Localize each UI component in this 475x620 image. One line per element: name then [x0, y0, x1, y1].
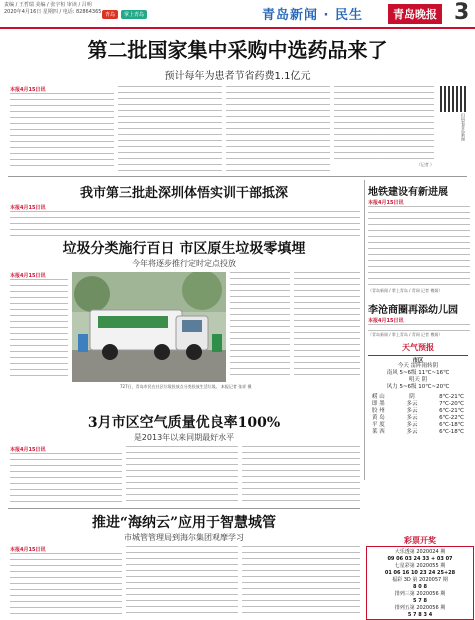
weather-wind-2: 风力 5~6级 10℃~20℃	[386, 384, 450, 390]
article4-lead: 本报4月15日讯	[10, 447, 46, 453]
weather-row-temp: 6℃-18℃	[439, 422, 464, 428]
article5-column-3	[242, 546, 360, 616]
weather-box	[368, 342, 468, 482]
right-article2-byline: （青岛新闻 / 掌上青岛 / 青网 记者 傅娟）	[368, 332, 443, 337]
lottery-numbers: 5 7 8	[413, 598, 427, 604]
lottery-box	[366, 536, 474, 620]
article1-lead: 本报4月15日讯	[10, 87, 46, 93]
qr-label: 扫码看青岛新闻	[461, 113, 466, 141]
paper-logo: 青岛晚报	[388, 4, 442, 24]
lottery-draw-label: 排列五第 2020056 期	[394, 605, 446, 611]
weather-row	[372, 394, 464, 401]
weather-row-city: 平 度	[372, 422, 385, 428]
weather-today: 今天 雷阵雨转阴	[397, 363, 439, 369]
masthead-line: 2020年4月16日 星期四 / 电话: 82864365	[4, 9, 102, 15]
lottery-numbers: 5 7 8 3 4	[407, 612, 433, 618]
masthead-line: 责编 / 王哲瑞 美编 / 张宇桓 审读 / 吕明	[4, 2, 92, 8]
right-article1-headline: 地铁建设有新进展	[368, 187, 448, 198]
garbage-truck-photo	[72, 272, 226, 382]
article1-column-4	[334, 86, 434, 172]
right-article2-body-text	[368, 324, 470, 332]
article4-body-text	[10, 453, 122, 503]
article5-subhead: 市城管管理局到海尔集团观摩学习	[124, 533, 244, 542]
weather-row	[372, 415, 464, 422]
weather-wind: 南风 5~6级 11℃~16℃	[386, 370, 450, 376]
weather-row-city: 黄 岛	[372, 415, 385, 421]
article4-subhead: 是2013年以来同期最好水平	[133, 433, 235, 442]
article1-column-3	[226, 86, 330, 172]
weather-row-condition: 多云	[406, 429, 418, 435]
article1-headline: 第二批国家集中采购中选药品来了	[87, 38, 388, 62]
article4-column-1	[10, 446, 122, 504]
lottery-title: 彩票开奖	[404, 536, 436, 545]
section-rule	[8, 508, 360, 509]
article2-body	[10, 204, 360, 240]
weather-row-condition: 多云	[406, 415, 418, 421]
article1-column-2	[118, 86, 222, 172]
article5-lead: 本报4月15日讯	[10, 547, 46, 553]
lottery-draw-label: 排列三第 2020056 期	[394, 591, 446, 597]
article1-body-text	[334, 86, 434, 162]
article2-lead: 本报4月15日讯	[10, 205, 46, 211]
lottery-numbers: 09 06 03 24 33 + 03 07	[387, 556, 453, 562]
lottery-draw-label: 福彩 3D 第 2020057 期	[392, 577, 448, 583]
weather-row-condition: 多云	[406, 401, 418, 407]
weather-row-temp: 7℃-20℃	[439, 401, 464, 407]
app-logo: 掌上青岛	[121, 10, 147, 19]
weather-tomorrow: 明天 阴	[408, 377, 428, 383]
weather-row-city: 崂 山	[372, 394, 385, 400]
article5-column-2	[126, 546, 238, 616]
weather-row-city: 莱 西	[372, 429, 385, 435]
weather-row	[372, 408, 464, 415]
brand-logos	[102, 7, 198, 21]
weather-row	[372, 401, 464, 408]
weather-row-city: 即 墨	[372, 401, 385, 407]
right-article2-headline: 李沧商圈再添幼儿园	[368, 305, 458, 316]
right-article2-lead: 本报4月15日讯	[368, 318, 404, 324]
channel-title: 青岛新闻 · 民生	[262, 8, 363, 23]
right-article1-lead: 本报4月15日讯	[368, 200, 404, 206]
page-number: 3	[454, 0, 470, 25]
right-article1-byline: （青岛新闻 / 掌上青岛 / 青网 记者 傅娟）	[368, 288, 443, 293]
article5-headline: 推进“海纳云”应用于智慧城管	[91, 515, 277, 531]
article3-body-text	[10, 279, 68, 379]
lottery-numbers: 01 06 16 10 23 24 25+28	[384, 570, 456, 576]
article1-body-text	[10, 93, 114, 171]
masthead	[0, 0, 475, 26]
section-rule	[8, 176, 467, 177]
article5-column-1	[10, 546, 122, 616]
weather-row-temp: 6℃-22℃	[439, 415, 464, 421]
article3-headline: 垃圾分类施行百日 市区原生垃圾零填埋	[62, 241, 306, 257]
article5-body-text	[10, 553, 122, 615]
weather-title: 天气预报	[368, 342, 468, 356]
right-article1-body-text	[368, 206, 470, 288]
masthead-editors	[4, 2, 114, 16]
article4-headline: 3月市区空气质量优良率100%	[87, 415, 281, 431]
article1-column-1	[10, 86, 114, 172]
article3-column-1	[10, 272, 68, 380]
article3-column-2	[230, 272, 290, 380]
lottery-draw-label: 七星彩第 2020055 期	[394, 563, 446, 569]
weather-row-temp: 6℃-18℃	[439, 429, 464, 435]
article3-subhead: 今年将逐步推行定时定点投放	[132, 259, 236, 268]
article2-body-text	[10, 211, 360, 239]
weather-row-temp: 6℃-21℃	[439, 408, 464, 414]
article4-column-2	[126, 446, 238, 504]
qingdao-news-logo: 青岛	[102, 10, 118, 19]
weather-row	[372, 422, 464, 429]
article1-subhead: 预计每年为患者节省药费1.1亿元	[164, 71, 311, 82]
weather-row-condition: 多云	[406, 408, 418, 414]
lottery-numbers: 8 0 8	[413, 584, 427, 590]
lottery-draw-label: 大乐透第 2020024 期	[394, 549, 446, 555]
qr-code[interactable]	[440, 86, 466, 112]
article2-headline: 我市第三批赴深圳体悟实训干部抵深	[79, 186, 288, 201]
right-article2-body	[368, 317, 470, 339]
weather-row-city: 胶 州	[372, 408, 385, 414]
column-rule	[364, 180, 365, 480]
weather-row-condition: 阴	[409, 394, 415, 400]
right-article1-body	[368, 199, 470, 297]
weather-row-condition: 多云	[406, 422, 418, 428]
article4-column-3	[242, 446, 360, 504]
weather-row	[372, 429, 464, 436]
article3-column-3	[294, 272, 360, 380]
weather-city: 市区	[412, 358, 424, 364]
article1-byline: （记者 ）	[416, 162, 434, 167]
photo-caption: 727日，青岛市民在社区垃圾投放点分类投放生活垃圾。 本报记者 张祥 摄	[120, 384, 252, 389]
article3-lead: 本报4月15日讯	[10, 273, 46, 279]
garbage-truck-illustration	[72, 272, 226, 382]
weather-row-temp: 8℃-21℃	[439, 394, 464, 400]
top-rule	[0, 27, 475, 29]
